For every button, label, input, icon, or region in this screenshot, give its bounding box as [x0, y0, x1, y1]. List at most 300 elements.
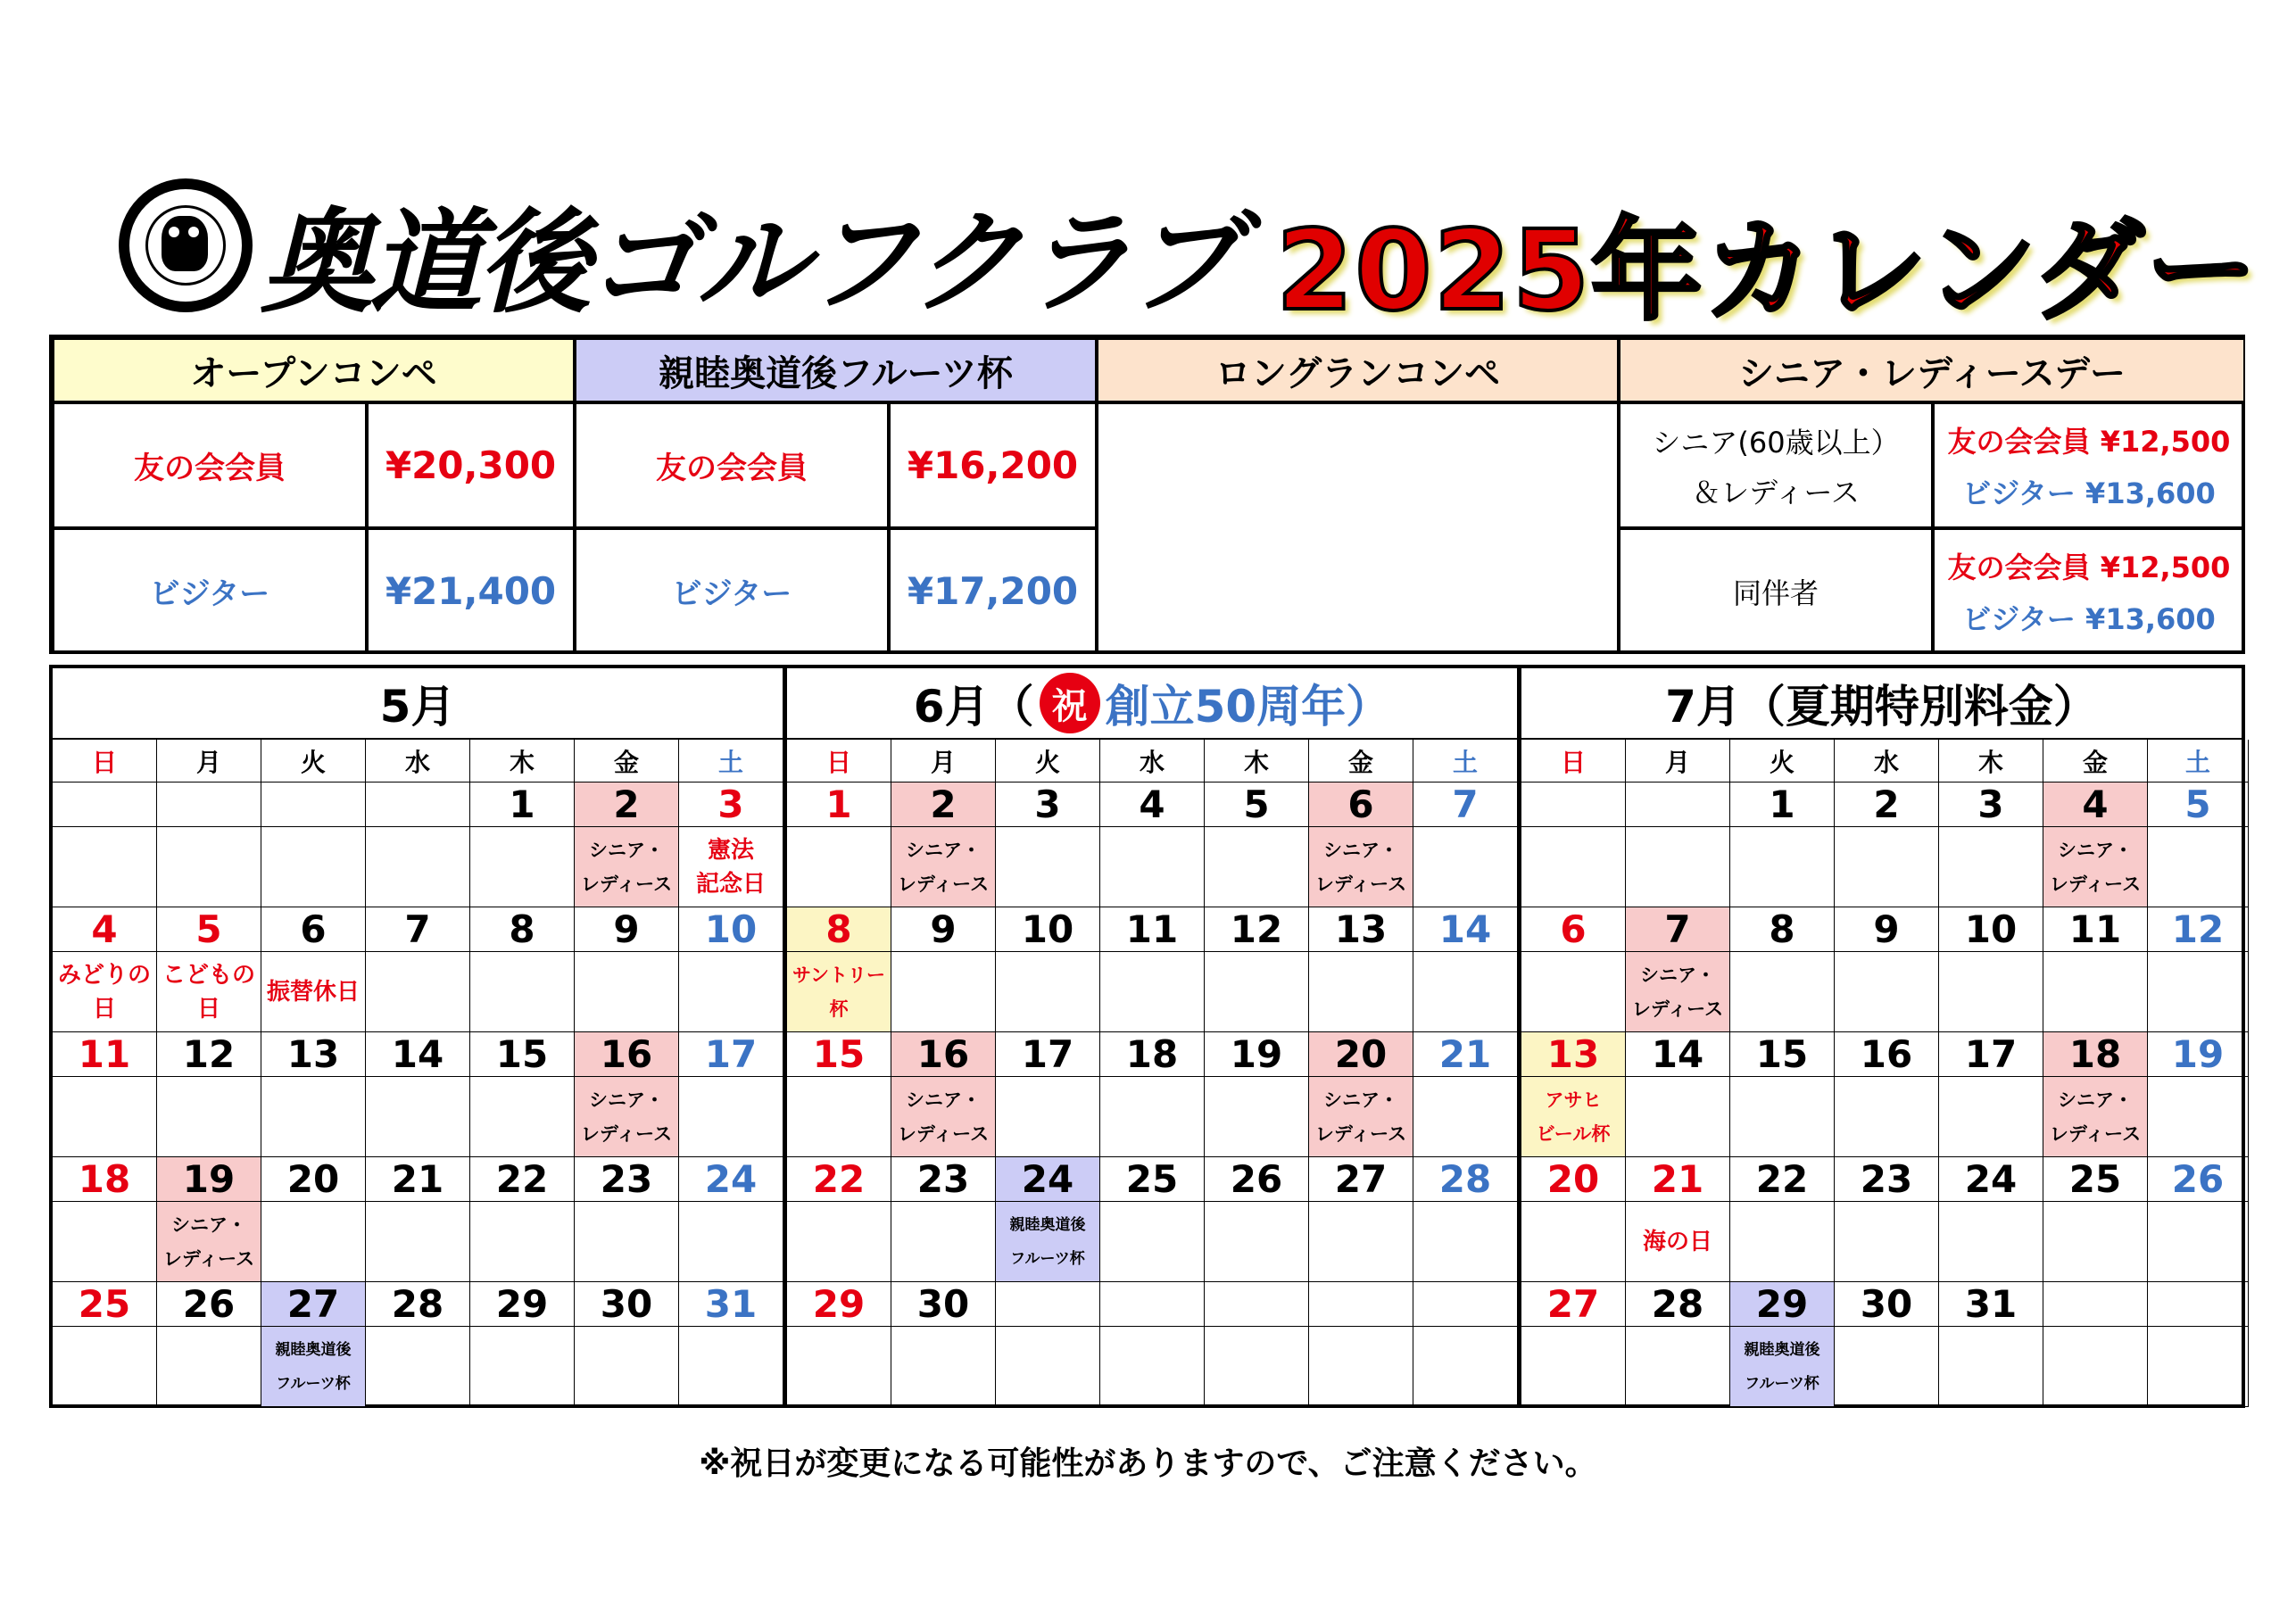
day-event	[1939, 1202, 2043, 1282]
senior-ladies-header: シニア・レディースデー	[1619, 338, 2245, 402]
day-event	[996, 1202, 1100, 1282]
open-member-price: ¥20,300	[367, 402, 575, 528]
day-event	[1939, 1327, 2043, 1407]
day-event	[996, 827, 1100, 907]
day-number: 5	[2148, 783, 2249, 827]
day-event	[1100, 827, 1205, 907]
day-event	[1626, 1077, 1730, 1157]
day-event	[1413, 1077, 1518, 1157]
day-event	[366, 827, 470, 907]
day-event-line: 親睦奥道後	[1009, 1215, 1086, 1234]
day-number: 15	[1730, 1032, 1835, 1077]
day-number: 26	[157, 1282, 261, 1327]
day-event	[157, 827, 261, 907]
day-number: 10	[996, 907, 1100, 952]
day-number: 30	[1835, 1282, 1939, 1327]
day-number: 29	[787, 1282, 891, 1327]
weekday-header: 月	[1626, 740, 1730, 783]
day-event-line: 海の日	[1642, 1228, 1712, 1255]
month-divider	[783, 668, 787, 1404]
day-number: 15	[787, 1032, 891, 1077]
day-event-line: レディース	[2049, 873, 2142, 895]
day-event	[366, 1202, 470, 1282]
day-event	[2043, 827, 2148, 907]
day-event	[1730, 952, 1835, 1032]
day-event-line: 日	[92, 995, 116, 1023]
day-event	[1730, 827, 1835, 907]
weekday-header: 水	[1835, 740, 1939, 783]
day-event	[1521, 952, 1626, 1032]
day-number: 19	[2148, 1032, 2249, 1077]
day-number: 20	[1309, 1032, 1413, 1077]
companion-prices	[1933, 528, 2245, 654]
day-event	[787, 1327, 891, 1407]
day-number: 5	[1205, 783, 1309, 827]
day-event	[1835, 1202, 1939, 1282]
day-event	[996, 952, 1100, 1032]
day-event	[1835, 952, 1939, 1032]
day-event-line: みどりの	[57, 961, 151, 989]
day-event-line: サントリー	[792, 964, 885, 986]
longrun-compe-header: ロングランコンペ	[1097, 338, 1619, 402]
day-number	[366, 783, 470, 827]
day-event	[1626, 952, 1730, 1032]
june-anniversary-text: 創立50周年）	[1105, 681, 1391, 733]
day-number: 23	[1835, 1157, 1939, 1202]
month-header-july: 7月（夏期特別料金）	[1521, 668, 2242, 740]
day-event-line: ビール杯	[1536, 1122, 1611, 1145]
day-event	[891, 1327, 996, 1407]
open-visitor-label: ビジター	[53, 528, 367, 654]
day-event-line: レディース	[897, 1122, 990, 1145]
day-number: 4	[2043, 783, 2148, 827]
day-event	[679, 952, 783, 1032]
day-event	[1100, 952, 1205, 1032]
day-number: 26	[2148, 1157, 2249, 1202]
day-number: 11	[53, 1032, 157, 1077]
day-event	[2148, 827, 2249, 907]
day-number	[1309, 1282, 1413, 1327]
day-event-line: シニア・	[2058, 839, 2133, 861]
day-event	[1205, 1077, 1309, 1157]
day-number: 27	[1521, 1282, 1626, 1327]
day-event-line: フルーツ杯	[276, 1374, 351, 1393]
day-number: 14	[366, 1032, 470, 1077]
day-event	[787, 1077, 891, 1157]
day-event-line: レディース	[580, 873, 673, 895]
day-event	[157, 1327, 261, 1407]
day-number: 1	[470, 783, 575, 827]
weekday-header: 日	[53, 740, 157, 783]
day-event	[996, 1077, 1100, 1157]
day-event	[1626, 827, 1730, 907]
fruits-cup-header: 親睦奥道後フルーツ杯	[575, 338, 1097, 402]
day-number: 1	[1730, 783, 1835, 827]
day-number: 16	[891, 1032, 996, 1077]
footer-note: ※祝日が変更になる可能性がありますので、ご注意ください。	[699, 1445, 1597, 1482]
day-event	[1835, 1077, 1939, 1157]
day-number: 14	[1626, 1032, 1730, 1077]
day-event	[53, 952, 157, 1032]
day-number: 14	[1413, 907, 1518, 952]
day-event	[366, 1077, 470, 1157]
day-event	[53, 827, 157, 907]
day-number: 25	[53, 1282, 157, 1327]
day-event-line: 親睦奥道後	[275, 1340, 352, 1359]
day-event-line: フルーツ杯	[1010, 1249, 1085, 1268]
day-event	[261, 952, 366, 1032]
day-number: 22	[470, 1157, 575, 1202]
day-event	[157, 952, 261, 1032]
day-event	[1205, 1202, 1309, 1282]
day-event-line: 憲法	[707, 836, 754, 864]
day-event	[575, 1202, 679, 1282]
day-number: 18	[1100, 1032, 1205, 1077]
day-number: 10	[1939, 907, 2043, 952]
celebration-badge-icon: 祝	[1040, 673, 1100, 733]
day-number: 27	[261, 1282, 366, 1327]
day-number: 9	[1835, 907, 1939, 952]
day-number	[53, 783, 157, 827]
day-number: 31	[1939, 1282, 2043, 1327]
senior-member-price: 友の会会員 ¥12,500	[1947, 424, 2231, 459]
weekday-header: 木	[470, 740, 575, 783]
weekday-header: 水	[1100, 740, 1205, 783]
day-event-line: レディース	[162, 1247, 255, 1270]
calendar-grid	[49, 665, 2245, 1408]
day-number: 2	[1835, 783, 1939, 827]
day-event	[2148, 1327, 2249, 1407]
day-number: 12	[2148, 907, 2249, 952]
fruits-visitor-price: ¥17,200	[889, 528, 1097, 654]
day-number: 24	[679, 1157, 783, 1202]
day-event	[1100, 1077, 1205, 1157]
day-number: 19	[157, 1157, 261, 1202]
day-event-line: レディース	[1631, 998, 1724, 1020]
weekday-header: 日	[787, 740, 891, 783]
day-number	[157, 783, 261, 827]
day-event	[1626, 1202, 1730, 1282]
day-event	[1205, 827, 1309, 907]
day-number	[1626, 783, 1730, 827]
day-number: 4	[1100, 783, 1205, 827]
day-event-line: シニア・	[1640, 964, 1715, 986]
companion-label: 同伴者	[1619, 528, 1933, 654]
day-number: 30	[575, 1282, 679, 1327]
weekday-header: 火	[996, 740, 1100, 783]
day-number: 6	[1309, 783, 1413, 827]
open-compe-header: オープンコンペ	[53, 338, 575, 402]
day-event	[575, 1077, 679, 1157]
day-number: 4	[53, 907, 157, 952]
day-event	[1521, 1327, 1626, 1407]
companion-member-price: 友の会会員 ¥12,500	[1947, 550, 2231, 584]
day-event	[1730, 1202, 1835, 1282]
day-number: 22	[1730, 1157, 1835, 1202]
weekday-header: 水	[366, 740, 470, 783]
weekday-header: 火	[1730, 740, 1835, 783]
day-event-line: アサヒ	[1545, 1089, 1602, 1111]
day-event	[575, 827, 679, 907]
day-number: 13	[261, 1032, 366, 1077]
day-number: 19	[1205, 1032, 1309, 1077]
day-number: 23	[575, 1157, 679, 1202]
day-number: 2	[891, 783, 996, 827]
longrun-details	[1097, 402, 1619, 654]
day-event	[1939, 952, 2043, 1032]
day-number: 7	[1413, 783, 1518, 827]
day-number: 30	[891, 1282, 996, 1327]
weekday-header: 金	[1309, 740, 1413, 783]
day-event	[470, 1202, 575, 1282]
day-number: 21	[366, 1157, 470, 1202]
day-event	[679, 1202, 783, 1282]
day-event	[470, 1077, 575, 1157]
day-event	[575, 952, 679, 1032]
calendar-title: 2025年カレンダー	[1276, 207, 2259, 335]
day-event	[1309, 1077, 1413, 1157]
day-event	[157, 1077, 261, 1157]
day-number: 13	[1309, 907, 1413, 952]
day-event	[679, 1077, 783, 1157]
day-event	[2043, 1202, 2148, 1282]
header	[0, 170, 2296, 335]
open-member-label: 友の会会員	[53, 402, 367, 528]
day-number: 24	[1939, 1157, 2043, 1202]
day-number: 21	[1626, 1157, 1730, 1202]
club-logo	[119, 178, 253, 312]
day-event	[1835, 827, 1939, 907]
fee-table	[49, 335, 2245, 654]
day-number: 20	[1521, 1157, 1626, 1202]
day-event	[787, 1202, 891, 1282]
day-event	[53, 1202, 157, 1282]
day-event-line: シニア・	[1323, 1089, 1398, 1111]
fruits-member-label: 友の会会員	[575, 402, 889, 528]
month-divider	[1517, 668, 1521, 1404]
day-event	[261, 1202, 366, 1282]
day-number	[2043, 1282, 2148, 1327]
day-event	[891, 827, 996, 907]
day-event	[470, 827, 575, 907]
day-number: 17	[996, 1032, 1100, 1077]
day-event	[53, 1327, 157, 1407]
day-event	[1205, 952, 1309, 1032]
day-number: 28	[1413, 1157, 1518, 1202]
day-event-line: こどもの	[162, 961, 255, 989]
fruits-member-price: ¥16,200	[889, 402, 1097, 528]
day-number: 12	[1205, 907, 1309, 952]
day-number: 9	[891, 907, 996, 952]
day-event	[470, 952, 575, 1032]
day-event	[891, 1077, 996, 1157]
day-event	[1730, 1327, 1835, 1407]
day-event	[1309, 1327, 1413, 1407]
day-event	[366, 952, 470, 1032]
day-event	[1939, 1077, 2043, 1157]
day-number	[261, 783, 366, 827]
day-number: 22	[787, 1157, 891, 1202]
day-number: 16	[1835, 1032, 1939, 1077]
open-visitor-price: ¥21,400	[367, 528, 575, 654]
day-number: 3	[996, 783, 1100, 827]
day-event	[1413, 827, 1518, 907]
day-event-line: レディース	[897, 873, 990, 895]
weekday-header: 木	[1205, 740, 1309, 783]
day-event	[679, 1327, 783, 1407]
companion-visitor-price: ビジター ¥13,600	[1962, 601, 2216, 636]
day-event	[2043, 1327, 2148, 1407]
day-number: 18	[53, 1157, 157, 1202]
day-event-line: レディース	[1314, 1122, 1407, 1145]
day-number: 31	[679, 1282, 783, 1327]
day-event	[261, 1077, 366, 1157]
day-event	[1730, 1077, 1835, 1157]
weekday-header: 火	[261, 740, 366, 783]
day-number: 7	[366, 907, 470, 952]
day-event-line: レディース	[1314, 873, 1407, 895]
day-number: 28	[1626, 1282, 1730, 1327]
day-number: 12	[157, 1032, 261, 1077]
day-event-line: シニア・	[589, 839, 664, 861]
day-event	[2043, 1077, 2148, 1157]
day-event	[2148, 1077, 2249, 1157]
day-number: 8	[787, 907, 891, 952]
weekday-header: 月	[891, 740, 996, 783]
day-event	[1626, 1327, 1730, 1407]
day-number	[1413, 1282, 1518, 1327]
day-event-line: 振替休日	[266, 978, 360, 1006]
day-event	[1309, 1202, 1413, 1282]
day-number: 28	[366, 1282, 470, 1327]
day-event	[261, 827, 366, 907]
day-number: 6	[1521, 907, 1626, 952]
weekday-header: 日	[1521, 740, 1626, 783]
day-event	[157, 1202, 261, 1282]
day-number: 2	[575, 783, 679, 827]
month-header-may: 5月	[53, 668, 783, 740]
day-number: 11	[2043, 907, 2148, 952]
day-number: 3	[1939, 783, 2043, 827]
day-event-line: シニア・	[906, 839, 981, 861]
day-number: 1	[787, 783, 891, 827]
day-number: 8	[470, 907, 575, 952]
day-event	[1521, 827, 1626, 907]
weekday-header: 金	[2043, 740, 2148, 783]
day-event	[1413, 1327, 1518, 1407]
weekday-header: 土	[679, 740, 783, 783]
day-number: 5	[157, 907, 261, 952]
day-number: 16	[575, 1032, 679, 1077]
weekday-header: 木	[1939, 740, 2043, 783]
senior-target-line2: ＆レディース	[1692, 475, 1860, 509]
day-event-line: シニア・	[171, 1213, 246, 1236]
weekday-header: 土	[2148, 740, 2249, 783]
day-number	[996, 1282, 1100, 1327]
day-number: 23	[891, 1157, 996, 1202]
day-number: 27	[1309, 1157, 1413, 1202]
day-event	[787, 952, 891, 1032]
day-number: 9	[575, 907, 679, 952]
day-number	[1100, 1282, 1205, 1327]
day-number: 10	[679, 907, 783, 952]
day-event	[53, 1077, 157, 1157]
day-event-line: シニア・	[1323, 839, 1398, 861]
day-event	[470, 1327, 575, 1407]
club-name: 奥道後ゴルフクラブ	[261, 197, 1238, 328]
day-number: 29	[1730, 1282, 1835, 1327]
day-event	[1100, 1327, 1205, 1407]
day-number: 17	[1939, 1032, 2043, 1077]
day-event	[891, 952, 996, 1032]
day-number: 17	[679, 1032, 783, 1077]
month-header-june	[787, 668, 1517, 740]
day-event	[1835, 1327, 1939, 1407]
day-number: 3	[679, 783, 783, 827]
fruits-visitor-label: ビジター	[575, 528, 889, 654]
day-number: 13	[1521, 1032, 1626, 1077]
day-event	[1413, 952, 1518, 1032]
day-event	[261, 1327, 366, 1407]
day-event	[1205, 1327, 1309, 1407]
day-number: 7	[1626, 907, 1730, 952]
day-event	[891, 1202, 996, 1282]
day-event-line: レディース	[2049, 1122, 2142, 1145]
day-event-line: シニア・	[906, 1089, 981, 1111]
day-event	[1413, 1202, 1518, 1282]
weekday-header: 金	[575, 740, 679, 783]
day-number: 21	[1413, 1032, 1518, 1077]
day-event	[1309, 952, 1413, 1032]
day-number: 18	[2043, 1032, 2148, 1077]
day-event	[1521, 1077, 1626, 1157]
day-event	[1100, 1202, 1205, 1282]
day-event	[366, 1327, 470, 1407]
day-event	[996, 1327, 1100, 1407]
day-event	[679, 827, 783, 907]
day-event	[1939, 827, 2043, 907]
senior-target-prices	[1933, 402, 2245, 528]
day-event	[2043, 952, 2148, 1032]
weekday-header: 月	[157, 740, 261, 783]
day-number: 25	[2043, 1157, 2148, 1202]
day-event-line: 親睦奥道後	[1744, 1340, 1820, 1359]
day-event	[575, 1327, 679, 1407]
day-number	[1205, 1282, 1309, 1327]
day-event-line: フルーツ杯	[1745, 1374, 1819, 1393]
day-number: 15	[470, 1032, 575, 1077]
day-event-line: シニア・	[589, 1089, 664, 1111]
day-number	[2148, 1282, 2249, 1327]
day-number: 29	[470, 1282, 575, 1327]
senior-visitor-price: ビジター ¥13,600	[1962, 476, 2216, 510]
day-event	[1521, 1202, 1626, 1282]
day-event	[1309, 827, 1413, 907]
senior-target	[1619, 402, 1933, 528]
senior-target-line1: シニア(60歳以上）	[1652, 425, 1900, 460]
day-number: 11	[1100, 907, 1205, 952]
day-event	[787, 827, 891, 907]
day-number: 6	[261, 907, 366, 952]
day-number: 26	[1205, 1157, 1309, 1202]
day-event-line: レディース	[580, 1122, 673, 1145]
day-number: 25	[1100, 1157, 1205, 1202]
day-event-line: 杯	[829, 998, 849, 1020]
day-number: 8	[1730, 907, 1835, 952]
day-number	[1521, 783, 1626, 827]
day-number: 20	[261, 1157, 366, 1202]
june-title-prefix: 6月（	[913, 681, 1034, 733]
